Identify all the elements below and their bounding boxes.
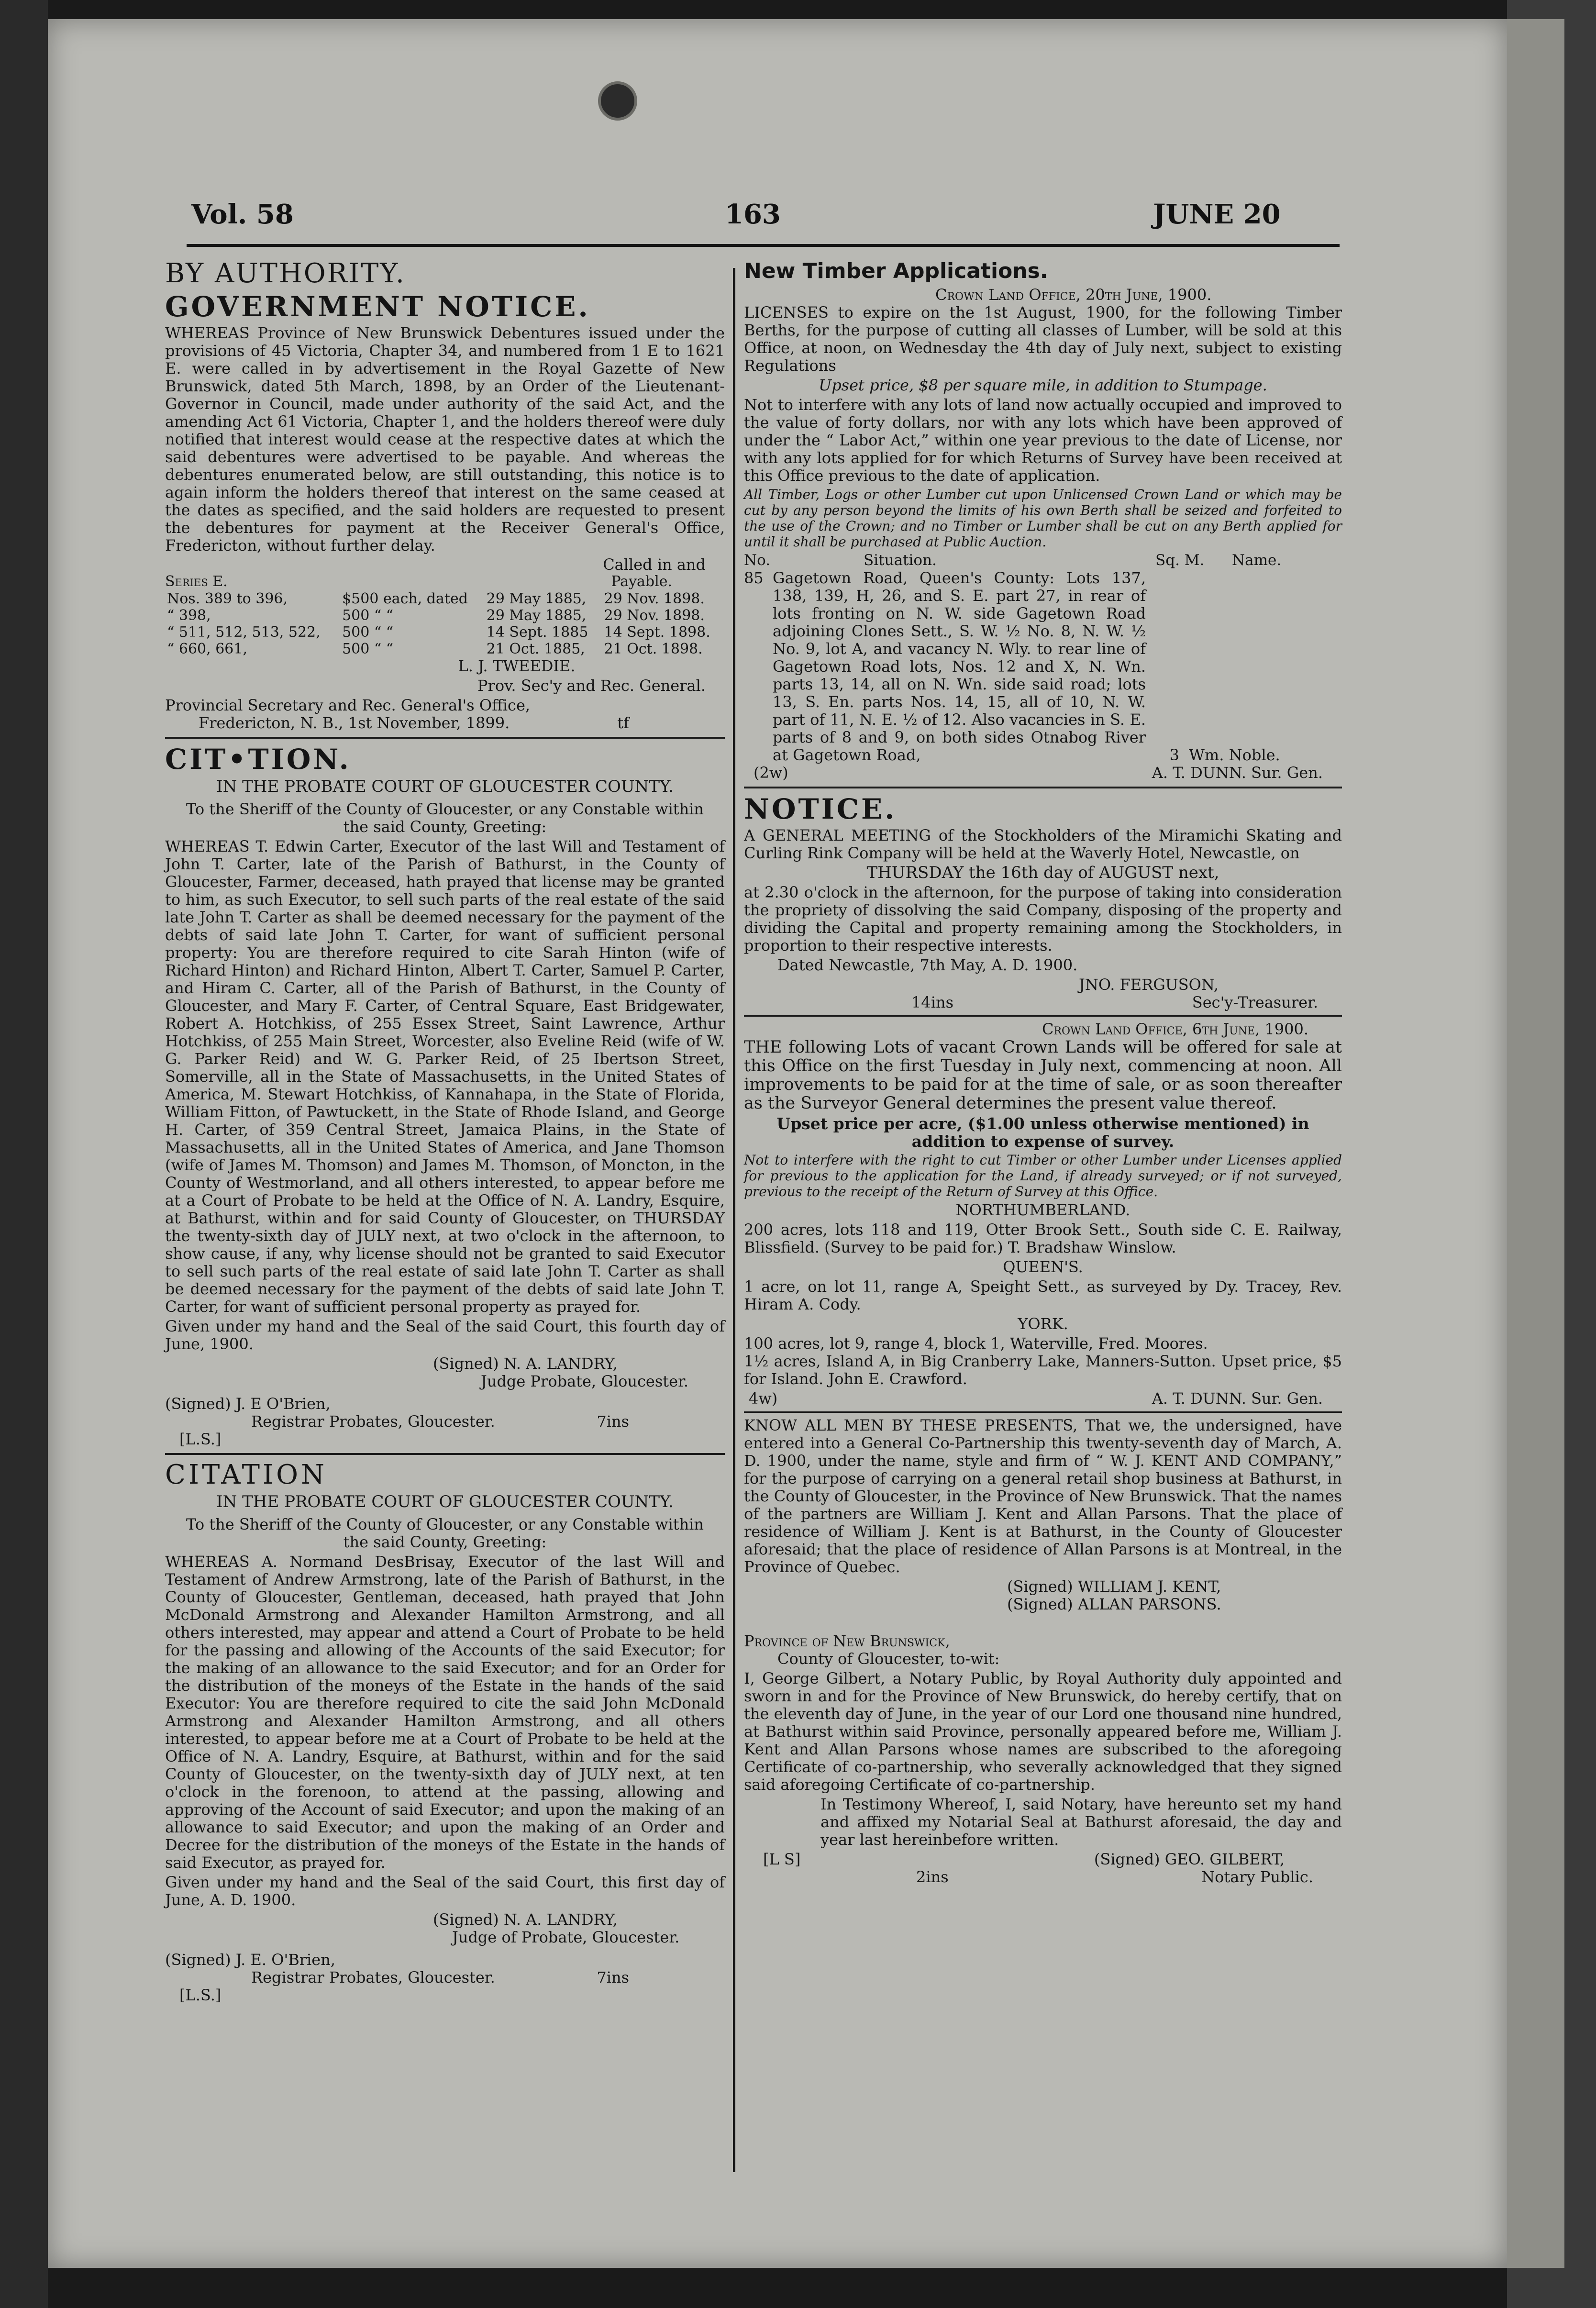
- notary-title-row: [744, 1868, 1342, 1886]
- section-divider: [165, 737, 725, 739]
- book-gutter-left: [0, 0, 48, 2308]
- notice-body: A GENERAL MEETING of the Stockholders of the Miramichi Skating and Curling Rink Company will be held at the Waverly Hotel, Newcastle, on: [744, 826, 1342, 862]
- citation-armstrong: [165, 1460, 725, 2004]
- called-in-label: Called in and: [603, 555, 706, 574]
- row-payable: 29 Nov. 1898.: [604, 590, 705, 607]
- entry-name: Wm. Noble.: [1189, 746, 1280, 764]
- county-line: County of Gloucester, to-wit:: [777, 1650, 1000, 1668]
- series-header: [165, 573, 725, 590]
- notice-signer-title: Sec'y-Treasurer.: [1192, 993, 1318, 1011]
- timber-all-timber: All Timber, Logs or other Lumber cut upon Unlicensed Crown Land or which may be cut by any person beyond the limits of his own Berth shall be seized and forfeited to the use of the Crown; and no Timber or Lumber shall be cut on any Berth applied for until it shall be purchased at Public Auction.: [744, 487, 1342, 550]
- timber-title: New Timber Applications.: [744, 259, 1048, 283]
- crown-office: Crown Land Office, 6th June, 1900.: [1042, 1020, 1308, 1038]
- judge-signature: (Signed) N. A. LANDRY,: [433, 1354, 618, 1373]
- left-column: [165, 258, 725, 2006]
- crown-entry: 200 acres, lots 118 and 119, Otter Brook Sett., South side C. E. Railway, Blissfield. (Survey to be paid for.) T. Bradshaw Winslow.: [744, 1221, 1342, 1256]
- timber-upset-price: Upset price, $8 per square mile, in addition to Stumpage.: [819, 376, 1267, 394]
- binding-hole: [598, 81, 637, 121]
- office-line: Provincial Secretary and Rec. General's Office,: [165, 696, 531, 714]
- citation-body: WHEREAS A. Normand DesBrisay, Executor of the last Will and Testament of Andrew Armstrong, late of the Parish of Bathurst, in the County of Gloucester, Gentleman, deceased, hath prayed that John McDonald Armstrong and Alexander Hamilton Armstrong, and all others interested, may appear and attend a Court of Probate to be held for the passing and allowing of the Accounts of the said Executor; for the making of an allowance to the said Executor; and for an Order for the distribution of the moneys of the Estate in the hands of the said Executor: You are therefore required to cite the said John McDonald Armstrong and Alexander Hamilton Armstrong, and all others interested, to appear before me at a Court of Probate to be held at the Office of N. A. Landry, Esquire, at Bathurst, within and for the said County of Gloucester, on the twenty-sixth day of JULY next, at ten o'clock in the forenoon, to attend at the passing, allowing and approving of the Account of said Executor; and upon the making of an allowance to said Executor; and upon the making of an Order and Decree for the distribution of the moneys of the Estate in the hands of said Executor, as prayed for.: [165, 1553, 725, 1872]
- citation-address: To the Sheriff of the County of Gloucester, or any Constable within the said County, Greeting:: [186, 800, 704, 836]
- citation-given: Given under my hand and the Seal of the said Court, this fourth day of June, 1900.: [165, 1317, 725, 1353]
- crown-upset-price: Upset price per acre, ($1.00 unless otherwise mentioned) in addition to expense of survey.: [776, 1114, 1309, 1151]
- timber-not-interfere: Not to interfere with any lots of land now actually occupied and improved to the value of forty dollars, nor with any lots which have been approved of under the “ Labor Act,” within one year previous to the date of License, nor with any lots applied for for which Returns of Survey have been received at this Office previous to the date of application.: [744, 396, 1342, 485]
- table-row: [165, 624, 725, 641]
- timber-body: LICENSES to expire on the 1st August, 1900, for the following Timber Berths, for the purpose of cutting all classes of Lumber, will be sold at this Office, at noon, on Wednesday the 4th day of July next, subject to existing Regulations: [744, 303, 1342, 375]
- notary-signature: (Signed) GEO. GILBERT,: [1094, 1850, 1285, 1868]
- notary-title: Notary Public.: [1201, 1868, 1313, 1886]
- weeks-mark: (2w): [754, 764, 788, 782]
- citation-given: Given under my hand and the Seal of the said Court, this first day of June, A. D. 1900.: [165, 1873, 725, 1909]
- government-notice: [165, 258, 725, 732]
- volume-number: Vol. 58: [191, 199, 294, 230]
- crown-entry: 100 acres, lot 9, range 4, block 1, Waterville, Fred. Moores.: [744, 1334, 1208, 1353]
- entry-number: 85: [744, 569, 764, 587]
- partner-signature: (Signed) WILLIAM J. KENT,: [1007, 1577, 1221, 1596]
- citation-address: To the Sheriff of the County of Gloucester, or any Constable within the said County, Greeting:: [186, 1515, 704, 1551]
- col-situation: Situation.: [864, 552, 937, 569]
- county-heading: YORK.: [1018, 1315, 1068, 1333]
- crown-entry: 1 acre, on lot 11, range A, Speight Sett., as surveyed by Dy. Tracey, Rev. Hiram A. Cody.: [744, 1277, 1342, 1313]
- registrar-row: [165, 1969, 725, 1986]
- partnership-body: KNOW ALL MEN BY THESE PRESENTS, That we, the undersigned, have entered into a General Co-Partnership this twenty-seventh day of March, A. D. 1900, under the name, style and firm of “ W. J. KENT AND COMPANY,” for the purpose of carrying on a general retail shop business at Bathurst, in the County of Gloucester, in the Province of New Brunswick. That the names of the partners are William J. Kent and Allan Parsons. That the place of residence of William J. Kent is at Bathurst, in the County of Gloucester aforesaid; that the place of residence of Allan Parsons is at Montreal, in the Province of Quebec.: [744, 1416, 1342, 1576]
- notice-signer-row: [744, 994, 1342, 1011]
- county-heading: QUEEN'S.: [1003, 1258, 1083, 1276]
- notice-title: NOTICE.: [744, 793, 897, 825]
- signer-title: Prov. Sec'y and Rec. General.: [477, 677, 706, 695]
- crown-lands-sale: [744, 1021, 1342, 1408]
- row-numbers: “ 511, 512, 513, 522,: [167, 624, 321, 641]
- tf-mark: tf: [617, 714, 629, 732]
- timber-table-header: [744, 552, 1342, 569]
- section-divider: [744, 1411, 1342, 1413]
- province-line: Province of New Brunswick,: [744, 1632, 950, 1650]
- insertion-count: 7ins: [597, 1412, 629, 1431]
- crown-entry: 1½ acres, Island A, in Big Cranberry Lake, Manners-Sutton. Upset price, $5 for Island. John E. Crawford.: [744, 1352, 1342, 1388]
- citation-title: CIT•TION.: [165, 743, 351, 776]
- registrar-signature: (Signed) J. E O'Brien,: [165, 1395, 331, 1413]
- meeting-date: THURSDAY the 16th day of AUGUST next,: [866, 863, 1219, 882]
- registrar-row: [165, 1413, 725, 1431]
- row-payable: 29 Nov. 1898.: [604, 607, 705, 624]
- insertion-count: 2ins: [916, 1868, 949, 1886]
- seal-mark: [L.S.]: [179, 1986, 222, 2004]
- column-divider: [733, 268, 735, 2172]
- seal-mark: [L.S.]: [179, 1430, 222, 1448]
- page-number: 163: [725, 199, 781, 230]
- crown-not-interfere: Not to interfere with the right to cut Timber or other Lumber under Licenses applied for previous to the application for the Land, if already surveyed; or if not surveyed, previous to the receipt of the Return of Survey at this Office.: [744, 1152, 1342, 1199]
- registrar-signature: (Signed) J. E. O'Brien,: [165, 1951, 335, 1969]
- notice-purpose: at 2.30 o'clock in the afternoon, for the purpose of taking into consideration the propriety of dissolving the said Company, disposing of the property and dividing the Capital and property remaining among the Stockholders, in proportion to their respective interests.: [744, 883, 1342, 954]
- notary-signature-row: [744, 1851, 1342, 1868]
- crown-signer: A. T. DUNN. Sur. Gen.: [1152, 1389, 1323, 1408]
- crown-signer-row: [744, 1390, 1342, 1408]
- row-dated: 14 Sept. 1885: [486, 624, 588, 641]
- insertion-count: 14ins: [911, 993, 953, 1011]
- timber-signer-row: [744, 764, 1342, 782]
- row-payable: 14 Sept. 1898.: [604, 624, 710, 641]
- timber-office: Crown Land Office, 20th June, 1900.: [935, 286, 1212, 304]
- table-row: [165, 590, 725, 607]
- section-divider: [165, 1453, 725, 1455]
- office-date-row: [165, 714, 725, 732]
- entry-sqm: 3: [1169, 746, 1179, 764]
- row-dated: 29 May 1885,: [486, 590, 587, 607]
- table-row: [744, 569, 1342, 764]
- citation-title: CITATION: [165, 1459, 328, 1490]
- col-sqm: Sq. M.: [1155, 552, 1205, 569]
- registrar-title: Registrar Probates, Gloucester.: [251, 1968, 495, 1986]
- registrar-title: Registrar Probates, Gloucester.: [251, 1412, 495, 1431]
- row-numbers: Nos. 389 to 396,: [167, 590, 288, 607]
- notice-dated: Dated Newcastle, 7th May, A. D. 1900.: [777, 956, 1078, 974]
- citation-carter: [165, 743, 725, 1448]
- by-authority-heading: BY AUTHORITY.: [165, 258, 406, 289]
- row-numbers: “ 660, 661,: [167, 641, 248, 657]
- court-name: IN THE PROBATE COURT OF GLOUCESTER COUNTY.: [216, 1492, 674, 1511]
- seal-mark: [L S]: [763, 1850, 801, 1868]
- government-notice-title: GOVERNMENT NOTICE.: [165, 290, 590, 323]
- row-amount: 500 “ “: [342, 624, 394, 641]
- judge-signature: (Signed) N. A. LANDRY,: [433, 1910, 618, 1929]
- payable-label: Payable.: [611, 573, 672, 590]
- timber-signer: A. T. DUNN. Sur. Gen.: [1152, 764, 1323, 782]
- table-row: [165, 607, 725, 624]
- row-amount: 500 “ “: [342, 607, 394, 624]
- office-date: Fredericton, N. B., 1st November, 1899.: [199, 714, 510, 732]
- crown-body: THE following Lots of vacant Crown Lands will be offered for sale at this Office on the first Tuesday in July next, commencing at noon. All improvements to be paid for at the time of sale, or as soon thereafter as the Surveyor General determines the present value thereof.: [744, 1038, 1342, 1113]
- row-amount: 500 “ “: [342, 641, 394, 657]
- partner-signature: (Signed) ALLAN PARSONS.: [1007, 1595, 1221, 1613]
- notary-body: I, George Gilbert, a Notary Public, by Royal Authority duly appointed and sworn in and for the Province of New Brunswick, do hereby certify, that on the eleventh day of June, in the year of our Lord one thousand nine hundred, at Bathurst within said Province, personally appeared before me, William J. Kent and Allan Parsons whose names are subscribed to the aforegoing Certificate of co-partnership, who severally acknowledged that they signed said aforegoing Certificate of co-partnership.: [744, 1669, 1342, 1794]
- row-dated: 21 Oct. 1885,: [486, 641, 585, 657]
- series-label: Series E.: [165, 573, 228, 590]
- insertion-count: 7ins: [597, 1968, 629, 1986]
- weeks-mark: 4w): [749, 1389, 778, 1408]
- section-divider: [744, 787, 1342, 788]
- section-divider: [744, 1015, 1342, 1017]
- row-numbers: “ 398,: [167, 607, 211, 624]
- row-payable: 21 Oct. 1898.: [604, 641, 703, 657]
- citation-body: WHEREAS T. Edwin Carter, Executor of the last Will and Testament of John T. Carter, late of the Parish of Bathurst, in the County of Gloucester, Farmer, deceased, hath prayed that license may be granted to him, as such Executor, to sell such parts of the real estate of the said late John T. Carter as shall be deemed necessary for the payment of the debts of said late John T. Carter, for want of sufficient personal property: You are therefore required to cite Sarah Hinton (wife of Richard Hinton) and Richard Hinton, Albert T. Carter, Samuel P. Carter, and Hiram C. Carter, all of the Parish of Bathurst, in the County of Gloucester, and Mary F. Carter, of Central Square, East Bridgewater, Robert A. Hotchkiss, of 255 Essex Street, Saint Lawrence, Arthur Hotchkiss, of 255 Main Street, Worcester, also Eveline Reid (wife of W. G. Parker Reid) and W. G. Parker Reid, of 25 Ibertson Street, Somerville, all in the State of Massachusetts, in the United States of America, M. Stewart Hotchkiss, of Kannahapa, in the State of Florida, William Fitton, of Pawtuckett, in the State of Rhode Island, and George H. Carter, of 359 Central Street, Jamaica Plains, in the State of Massachusetts, all in the United States of America, and Jane Thomson (wife of James M. Thomson) and James M. Thomson, of Moncton, in the County of Westmorland, and all others interested, to appear before me at a Court of Probate to be held at the Office of N. A. Landry, Esquire, at Bathurst, within and for said County of Gloucester, on THURSDAY the twenty-sixth day of JULY next, at two o'clock in the afternoon, to show cause, if any, why license should not be granted to said Executor to sell such parts of the real estate of said late John T. Carter as shall be deemed necessary for the payment of the debts of said late John T. Carter, for want of sufficient personal property as prayed for.: [165, 837, 725, 1316]
- county-heading: NORTHUMBERLAND.: [955, 1201, 1130, 1219]
- general-meeting-notice: [744, 793, 1342, 1011]
- co-partnership-notice: [744, 1417, 1342, 1886]
- row-dated: 29 May 1885,: [486, 607, 587, 624]
- issue-date: JUNE 20: [1153, 199, 1281, 230]
- entry-situation: Gagetown Road, Queen's County: Lots 137, 138, 139, H, 26, and S. E. part 27, in rear of lots fronting on N. W. side Gagetown Road adjoining Clones Sett., S. W. ½ No. 8, N. W. ½ No. 9, lot A, and vacancy N. Wly. to rear line of Gagetown Road lots, Nos. 12 and X, N. Wn. parts 13, 14, all on N. Wn. side said road; lots 13, S. En. parts Nos. 14, 15, all of 10, N. W. part of 11, N. E. ½ of 12. Also vacancies in S. E. parts of 8 and 9, on both sides Otnabog River at Gagetown Road,: [773, 569, 1146, 764]
- col-no: No.: [744, 552, 771, 569]
- new-timber-applications: [744, 258, 1342, 782]
- right-column: [744, 258, 1342, 1886]
- table-row: [165, 641, 725, 657]
- judge-title: Judge of Probate, Gloucester.: [452, 1928, 680, 1946]
- government-notice-body: WHEREAS Province of New Brunswick Debentures issued under the provisions of 45 Victoria, Chapter 34, and numbered from 1 E to 1621 E. were called in by advertisement in the Royal Gazette of New Brunswick, dated 5th March, 1898, by an Order of the Lieutenant-Governor in Council, made under authority of the said Act, and the amending Act 61 Victoria, Chapter 1, and the holders thereof were duly notified that interest would cease at the respective dates at which the said debentures were advertised to be payable. And whereas the debentures enumerated below, are still outstanding, this notice is to again inform the holders thereof that interest on the same ceased at the dates as specified, and the said holders are requested to present the debentures for payment at the Receiver General's Office, Fredericton, without further delay.: [165, 324, 725, 555]
- row-amount: $500 each, dated: [342, 590, 468, 607]
- header-rule: [187, 244, 1340, 247]
- debenture-table: [165, 590, 725, 657]
- col-name: Name.: [1232, 552, 1282, 569]
- testimony-clause: In Testimony Whereof, I, said Notary, have hereunto set my hand and affixed my Notarial Seal at Bathurst aforesaid, the day and year last hereinbefore written.: [820, 1795, 1342, 1849]
- gazette-page: [48, 19, 1507, 2268]
- notice-signer: JNO. FERGUSON,: [1079, 976, 1219, 994]
- signer-name: L. J. TWEEDIE.: [458, 657, 576, 675]
- facing-page-edge: [1507, 19, 1564, 2268]
- court-name: IN THE PROBATE COURT OF GLOUCESTER COUNTY.: [216, 777, 674, 796]
- judge-title: Judge Probate, Gloucester.: [481, 1372, 689, 1390]
